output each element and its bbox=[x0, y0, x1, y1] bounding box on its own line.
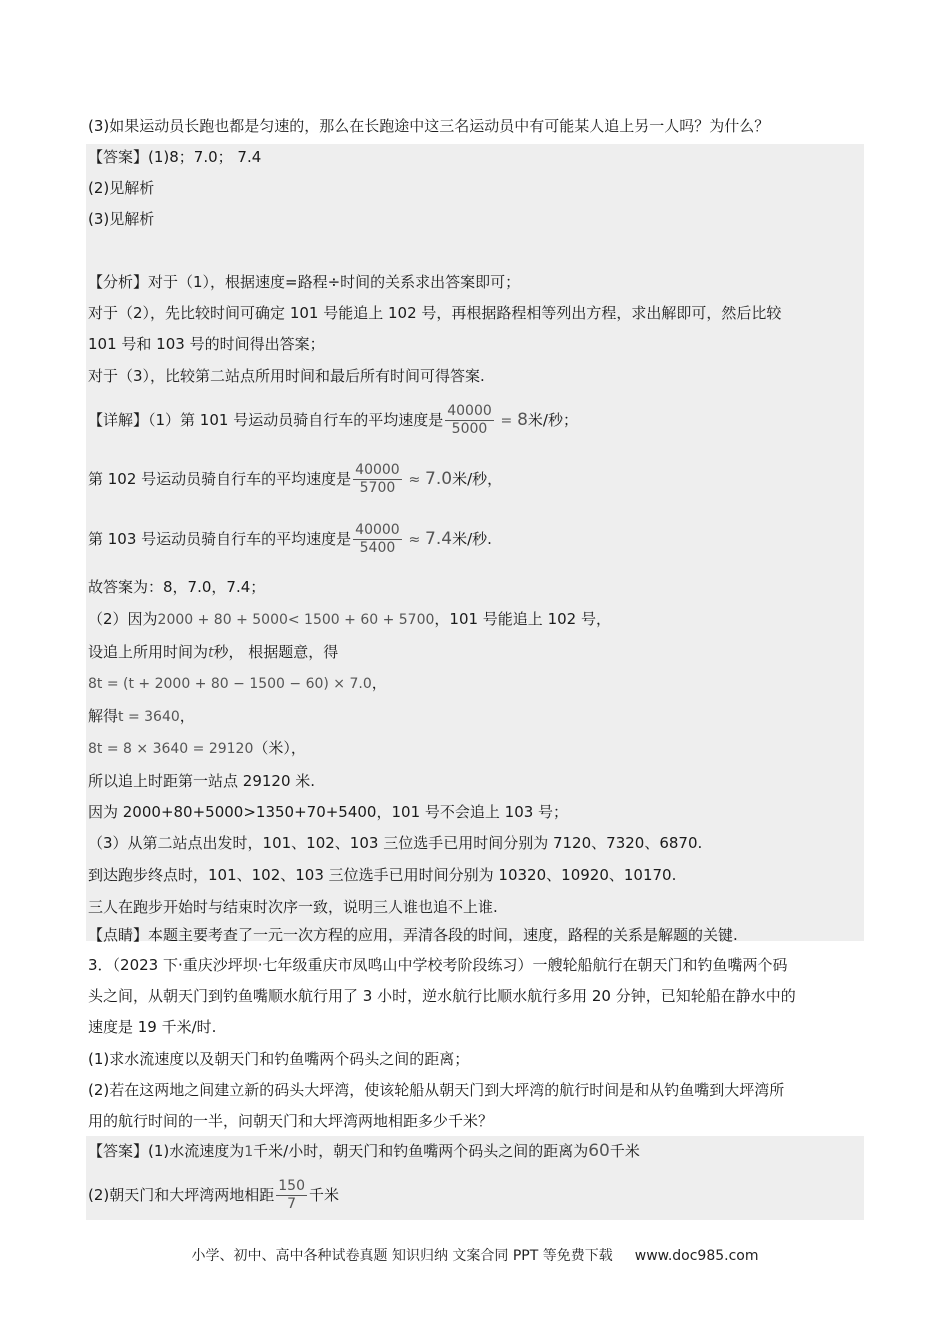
question-4-line-4: (1)求水流速度以及朝天门和钓鱼嘴两个码头之间的距离； bbox=[88, 1050, 470, 1068]
solve-line: 解得t = 3640， bbox=[88, 707, 195, 725]
question-part-3: (3)如果运动员长跑也都是匀速的，那么在长跑途中这三名运动员中有可能某人追上另一人吗？为什么？ bbox=[88, 117, 770, 135]
footer-text: 小学、初中、高中各种试卷真题 知识归纳 文案合同 PPT 等免费下载 bbox=[191, 1248, 613, 1264]
answer-line-1 bbox=[88, 147, 261, 167]
detail-line-1: 【详解】（1）第 101 号运动员骑自行车的平均速度是 $\frac{40000}{5000}$ = 8米/秒； bbox=[88, 403, 578, 437]
footer-site: www.doc985.com bbox=[634, 1248, 759, 1264]
detail-part-3c: 三人在跑步开始时与结束时次序一致，说明三人谁也追不上谁. bbox=[88, 898, 498, 916]
detail-part-3b: 到达跑步终点时，101、102、103 三位选手已用时间分别为 10320、10920、10170. bbox=[88, 866, 677, 884]
equation-1: 8t = (t + 2000 + 80 − 1500 − 60) × 7.0， bbox=[88, 674, 387, 692]
detail-because: 因为 2000+80+5000>1350+70+5400，101 号不会追上 103 号； bbox=[88, 803, 569, 821]
equation-2: 8t = 8 × 3640 = 29120（米）， bbox=[88, 739, 306, 757]
question-4-line-1: 3．（2023 下·重庆沙坪坝·七年级重庆市凤鸣山中学校考阶段练习）一艘轮船航行在朝天门和钓鱼嘴两个码 bbox=[88, 956, 788, 974]
question-4-line-3: 速度是 19 千米/时. bbox=[88, 1018, 217, 1036]
comment-line: 【点睛】本题主要考查了一元一次方程的应用，弄清各段的时间，速度，路程的关系是解题的关键. bbox=[88, 926, 738, 944]
fraction: $\frac{150}{7}$ bbox=[278, 1178, 305, 1212]
analysis-line-1: 【分析】对于（1），根据速度=路程÷时间的关系求出答案即可； bbox=[88, 273, 521, 291]
detail-part-2: （2）因为2000 + 80 + 5000< 1500 + 60 + 5700，101 号能追上 102 号， bbox=[88, 610, 611, 628]
page-footer bbox=[0, 1245, 950, 1265]
analysis-line-2: 对于（2），先比较时间可确定 101 号能追上 102 号，再根据路程相等列出方程，求出解即可，然后比较 bbox=[88, 304, 782, 322]
detail-line-2: 第 102 号运动员骑自行车的平均速度是 $\frac{40000}{5700}$ ≈ 7.0米/秒， bbox=[88, 462, 503, 496]
detail-set: 设追上所用时间为t秒， 根据题意，得 bbox=[88, 643, 339, 661]
question-4-line-5: (2)若在这两地之间建立新的码头大坪湾，使该轮船从朝天门到大坪湾的航行时间是和从钓鱼嘴到大坪湾所 bbox=[88, 1081, 785, 1099]
answer-label: 【答案】 bbox=[88, 148, 149, 166]
fraction: $\frac{40000}{5700}$ bbox=[355, 462, 400, 496]
detail-answer: 故答案为：8，7.0，7.4； bbox=[88, 578, 266, 596]
analysis-line-4: 对于（3），比较第二站点所用时间和最后所有时间可得答案. bbox=[88, 367, 485, 385]
answer-part-1: (1)8；7.0； 7.4 bbox=[148, 148, 262, 166]
analysis-line-3: 101 号和 103 号的时间得出答案； bbox=[88, 335, 325, 353]
answer-line-2: (2)见解析 bbox=[88, 179, 155, 197]
fraction: $\frac{40000}{5400}$ bbox=[355, 522, 400, 556]
answer-line-3: (3)见解析 bbox=[88, 210, 155, 228]
fraction: $\frac{40000}{5000}$ bbox=[447, 403, 492, 437]
question-4-line-6: 用的航行时间的一半，问朝天门和大坪湾两地相距多少千米？ bbox=[88, 1112, 494, 1130]
detail-so: 所以追上时距第一站点 29120 米. bbox=[88, 772, 316, 790]
answer-2-line-2: (2)朝天门和大坪湾两地相距 $\frac{150}{7}$ 千米 bbox=[88, 1178, 339, 1212]
answer-2-line-1: 【答案】(1)水流速度为1千米/小时，朝天门和钓鱼嘴两个码头之间的距离为60千米 bbox=[88, 1141, 640, 1161]
detail-line-3: 第 103 号运动员骑自行车的平均速度是 $\frac{40000}{5400}$ ≈ 7.4米/秒. bbox=[88, 522, 492, 556]
question-4-line-2: 头之间，从朝天门到钓鱼嘴顺水航行用了 3 小时，逆水航行比顺水航行多用 20 分钟，已知轮船在静水中的 bbox=[88, 987, 796, 1005]
detail-part-3a: （3）从第二站点出发时，101、102、103 三位选手已用时间分别为 7120、7320、6870. bbox=[88, 834, 703, 852]
